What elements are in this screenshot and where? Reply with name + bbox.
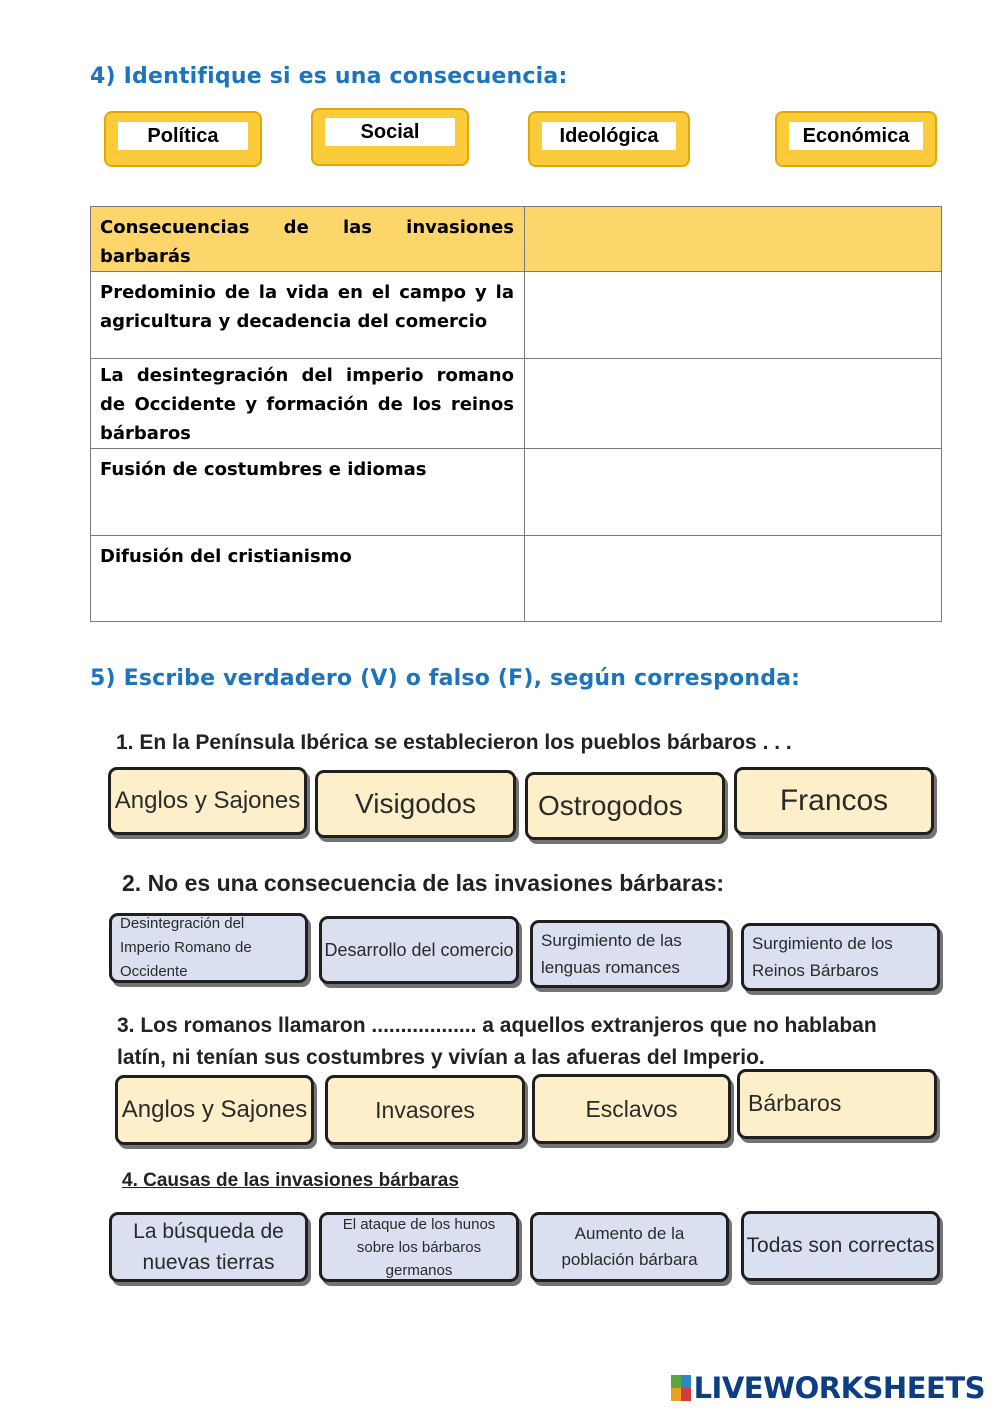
liveworksheets-logo-icon <box>671 1375 691 1401</box>
table-row <box>91 536 942 622</box>
q3-option-anglos-sajones[interactable]: Anglos y Sajones <box>115 1075 314 1145</box>
answer-drop-cell[interactable] <box>525 449 942 536</box>
consequence-text: Predominio de la vida en el campo y la agricultura y decadencia del comercio <box>91 272 525 359</box>
q4-option-busqueda-tierras[interactable]: La búsqueda de nuevas tierras <box>109 1212 308 1282</box>
question-4-text: 4. Causas de las invasiones bárbaras <box>122 1170 459 1191</box>
q2-option-reinos-barbaros[interactable]: Surgimiento de los Reinos Bárbaros <box>741 923 940 991</box>
section-4-heading: 4) Identifique si es una consecuencia: <box>90 64 568 89</box>
section-5-heading: 5) Escribe verdadero (V) o falso (F), según corresponda: <box>90 666 801 691</box>
answer-drop-cell[interactable] <box>525 272 942 359</box>
category-ideologica[interactable] <box>528 111 690 167</box>
category-label: Social <box>325 118 455 146</box>
category-economica[interactable] <box>775 111 937 167</box>
q3-option-barbaros[interactable]: Bárbaros <box>737 1069 937 1139</box>
answer-drop-cell[interactable] <box>525 536 942 622</box>
table-row <box>91 359 942 449</box>
table-row <box>91 272 942 359</box>
q1-option-anglos-sajones[interactable]: Anglos y Sajones <box>108 767 307 835</box>
answer-drop-cell[interactable] <box>525 207 942 272</box>
q2-option-desintegracion[interactable]: Desintegración del Imperio Romano de Occidente <box>109 913 308 983</box>
q3-option-invasores[interactable]: Invasores <box>325 1075 525 1145</box>
consequence-text: Fusión de costumbres e idiomas <box>91 449 525 536</box>
q4-option-aumento-poblacion[interactable]: Aumento de la población bárbara <box>530 1212 729 1282</box>
table-row <box>91 449 942 536</box>
table-header-cell: Consecuencias de las invasiones barbarás <box>91 207 525 272</box>
q1-option-visigodos[interactable]: Visigodos <box>315 770 516 838</box>
consequence-text: La desintegración del imperio romano de Occidente y formación de los reinos bárbaros <box>91 359 525 449</box>
consequence-text: Difusión del cristianismo <box>91 536 525 622</box>
liveworksheets-logo <box>671 1371 985 1405</box>
category-label: Ideológica <box>542 122 676 150</box>
q1-option-francos[interactable]: Francos <box>734 767 934 835</box>
question-1-text: 1. En la Península Ibérica se establecieron los pueblos bárbaros . . . <box>116 731 792 754</box>
q4-option-ataque-hunos[interactable]: El ataque de los hunos sobre los bárbaros germanos <box>319 1212 519 1282</box>
consequences-table <box>90 206 942 622</box>
q1-option-ostrogodos[interactable]: Ostrogodos <box>525 772 725 840</box>
q3-option-esclavos[interactable]: Esclavos <box>532 1074 731 1144</box>
table-header-row <box>91 207 942 272</box>
logo-text: LIVEWORKSHEETS <box>693 1371 985 1405</box>
category-social[interactable] <box>311 108 469 166</box>
category-label: Económica <box>789 122 923 150</box>
category-label: Política <box>118 122 248 150</box>
question-2-text: 2. No es una consecuencia de las invasiones bárbaras: <box>122 870 725 896</box>
q2-option-desarrollo-comercio[interactable]: Desarrollo del comercio <box>319 916 519 984</box>
answer-drop-cell[interactable] <box>525 359 942 449</box>
q4-option-todas-correctas[interactable]: Todas son correctas <box>741 1211 940 1281</box>
category-politica[interactable] <box>104 111 262 167</box>
q2-option-lenguas-romances[interactable]: Surgimiento de las lenguas romances <box>530 920 730 988</box>
question-3-text: 3. Los romanos llamaron .................. a aquellos extranjeros que no hablaban latín, ni tenían sus costumbres y vivían a las afueras del Imperio. <box>117 1014 877 1069</box>
